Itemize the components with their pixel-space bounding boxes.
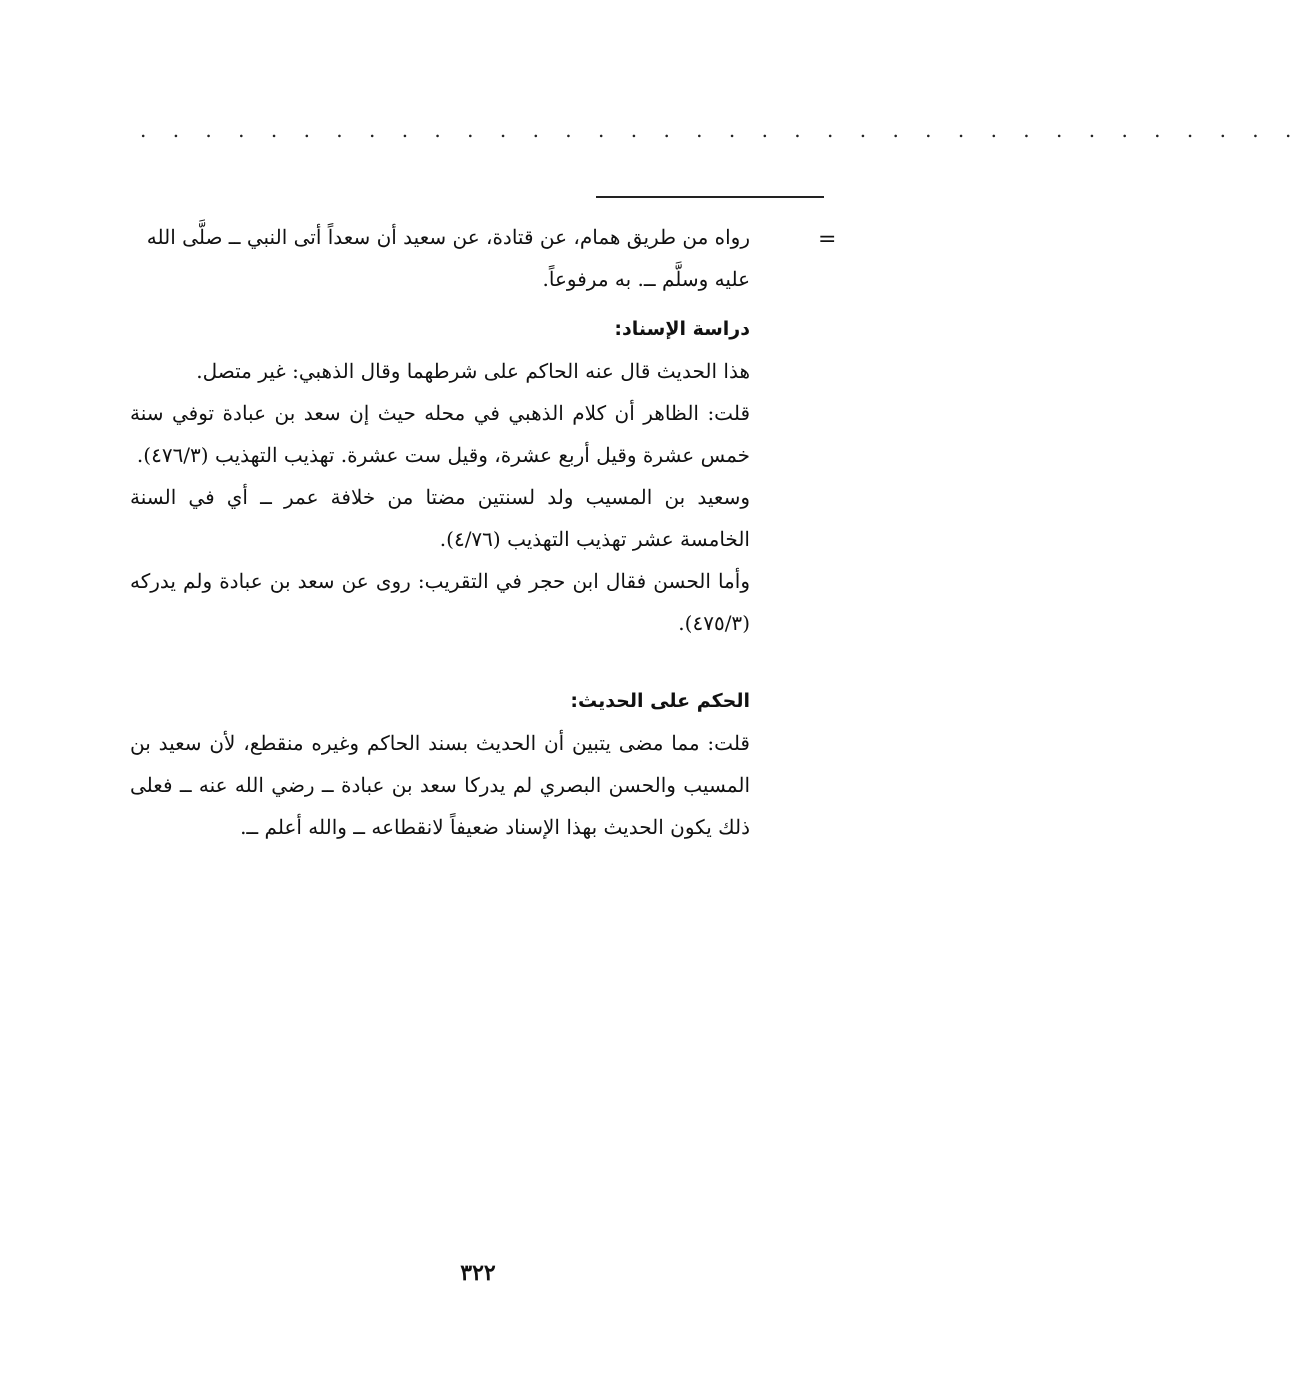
footnote-line: عليه وسلَّم ــ. به مرفوعاً.	[542, 267, 750, 291]
isnad-paragraph: وأما الحسن فقال ابن حجر في التقريب: روى عن سعد بن عبادة ولم يدركه (٤٧٥/٣).	[130, 569, 750, 635]
isnad-paragraph: قلت: الظاهر أن كلام الذهبي في محله حيث إن سعد بن عبادة توفي سنة خمس عشرة وقيل أربع عشرة، وقيل ست عشرة. تهذيب التهذيب (٤٧٦/٣).	[130, 401, 750, 467]
footnote-line: رواه من طريق همام، عن قتادة، عن سعيد أن سعداً أتى النبي ــ صلَّى الله	[146, 225, 750, 249]
ruling-paragraph: قلت: مما مضى يتبين أن الحديث بسند الحاكم وغيره منقطع، لأن سعيد بن المسيب والحسن البصري لم يدركا سعد بن عبادة ــ رضي الله عنه ــ فعلى ذلك يكون الحديث بهذا الإسناد ضعيفاً لانقطاعه ــ والله أعلم ــ.	[130, 731, 750, 839]
continuation-marker: =	[818, 227, 837, 252]
page-number: ٣٢٢	[460, 1260, 496, 1286]
ruling-heading: الحكم على الحديث:	[570, 690, 750, 712]
separator-dots: . . . . . . . . . . . . . . . . . . . . . . . . . . . . . . . . . . . .	[140, 118, 1301, 142]
isnad-study-heading: دراسة الإسناد:	[614, 318, 750, 340]
footnote-rule	[596, 196, 824, 198]
isnad-paragraph: هذا الحديث قال عنه الحاكم على شرطهما وقال الذهبي: غير متصل.	[196, 359, 750, 383]
ruling-section	[130, 680, 750, 848]
footnote-text	[130, 216, 750, 300]
isnad-paragraph: وسعيد بن المسيب ولد لسنتين مضتا من خلافة عمر ــ أي في السنة الخامسة عشر تهذيب التهذيب (٤/٧٦).	[130, 485, 750, 551]
isnad-study-section	[130, 308, 750, 644]
